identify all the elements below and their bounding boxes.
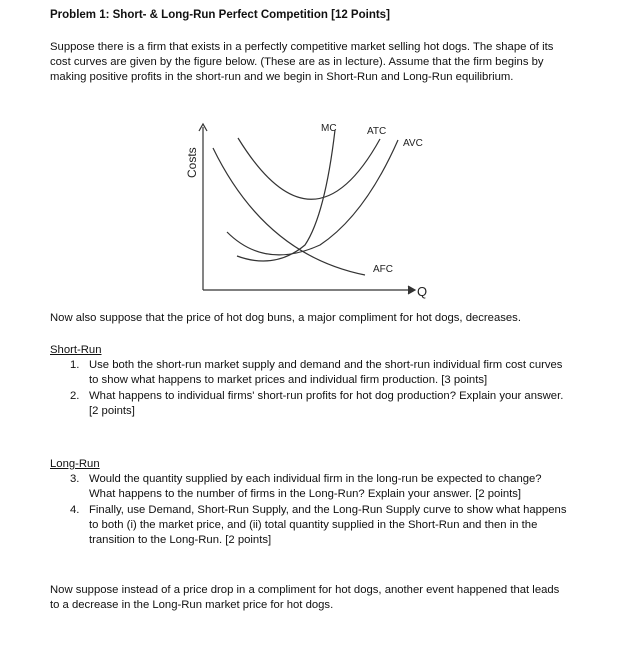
question-3: 3. Would the quantity supplied by each individual firm in the long-run be expected to change? What happens to the number of firms in the Long-Run? Explain your answer. [2 points]: [70, 473, 542, 501]
short-run-heading: Short-Run: [50, 344, 102, 356]
avc-curve: [227, 140, 398, 255]
y-axis-label: Costs: [185, 147, 199, 178]
problem-title: Problem 1: Short- & Long-Run Perfect Competition [12 Points]: [50, 9, 390, 21]
closing-paragraph: Now suppose instead of a price drop in a compliment for hot dogs, another event happened that leads to a decrease in the Long-Run market price for hot dogs.: [50, 584, 560, 612]
intro-paragraph: Suppose there is a firm that exists in a perfectly competitive market selling hot dogs. The shape of its cost curves are given by the figure below. (These are as in lecture). Assume that the firm begins by making positive profits in the short-run and we begin in Short-Run and Long-Run equilibrium.: [50, 41, 554, 84]
event-paragraph: Now also suppose that the price of hot dog buns, a major compliment for hot dogs, decreases.: [50, 312, 521, 324]
x-axis-label: Q: [417, 284, 428, 299]
mc-curve: [237, 130, 335, 261]
question-1: 1. Use both the short-run market supply and demand and the short-run individual firm cost curves to show what happens to market prices and individual firm production. [3 points]: [70, 359, 563, 387]
atc-label: ATC: [367, 126, 387, 137]
avc-label: AVC: [403, 138, 423, 149]
mc-label: MC: [321, 123, 337, 134]
long-run-heading: Long-Run: [50, 458, 100, 470]
question-2: 2. What happens to individual firms' short-run profits for hot dog production? Explain your answer. [2 points]: [70, 389, 564, 417]
atc-curve: [238, 138, 380, 199]
long-run-section: [50, 457, 570, 548]
afc-label: AFC: [373, 264, 393, 275]
x-axis-arrow: [408, 286, 415, 294]
short-run-section: [50, 343, 570, 419]
question-4: 4. Finally, use Demand, Short-Run Supply, and the Long-Run Supply curve to show what happens to both (i) the market price, and (ii) total quantity supplied in the Short-Run and then in the transition to the Long-Run. [2 points]: [70, 503, 567, 547]
cost-curves-figure: [0, 0, 620, 310]
